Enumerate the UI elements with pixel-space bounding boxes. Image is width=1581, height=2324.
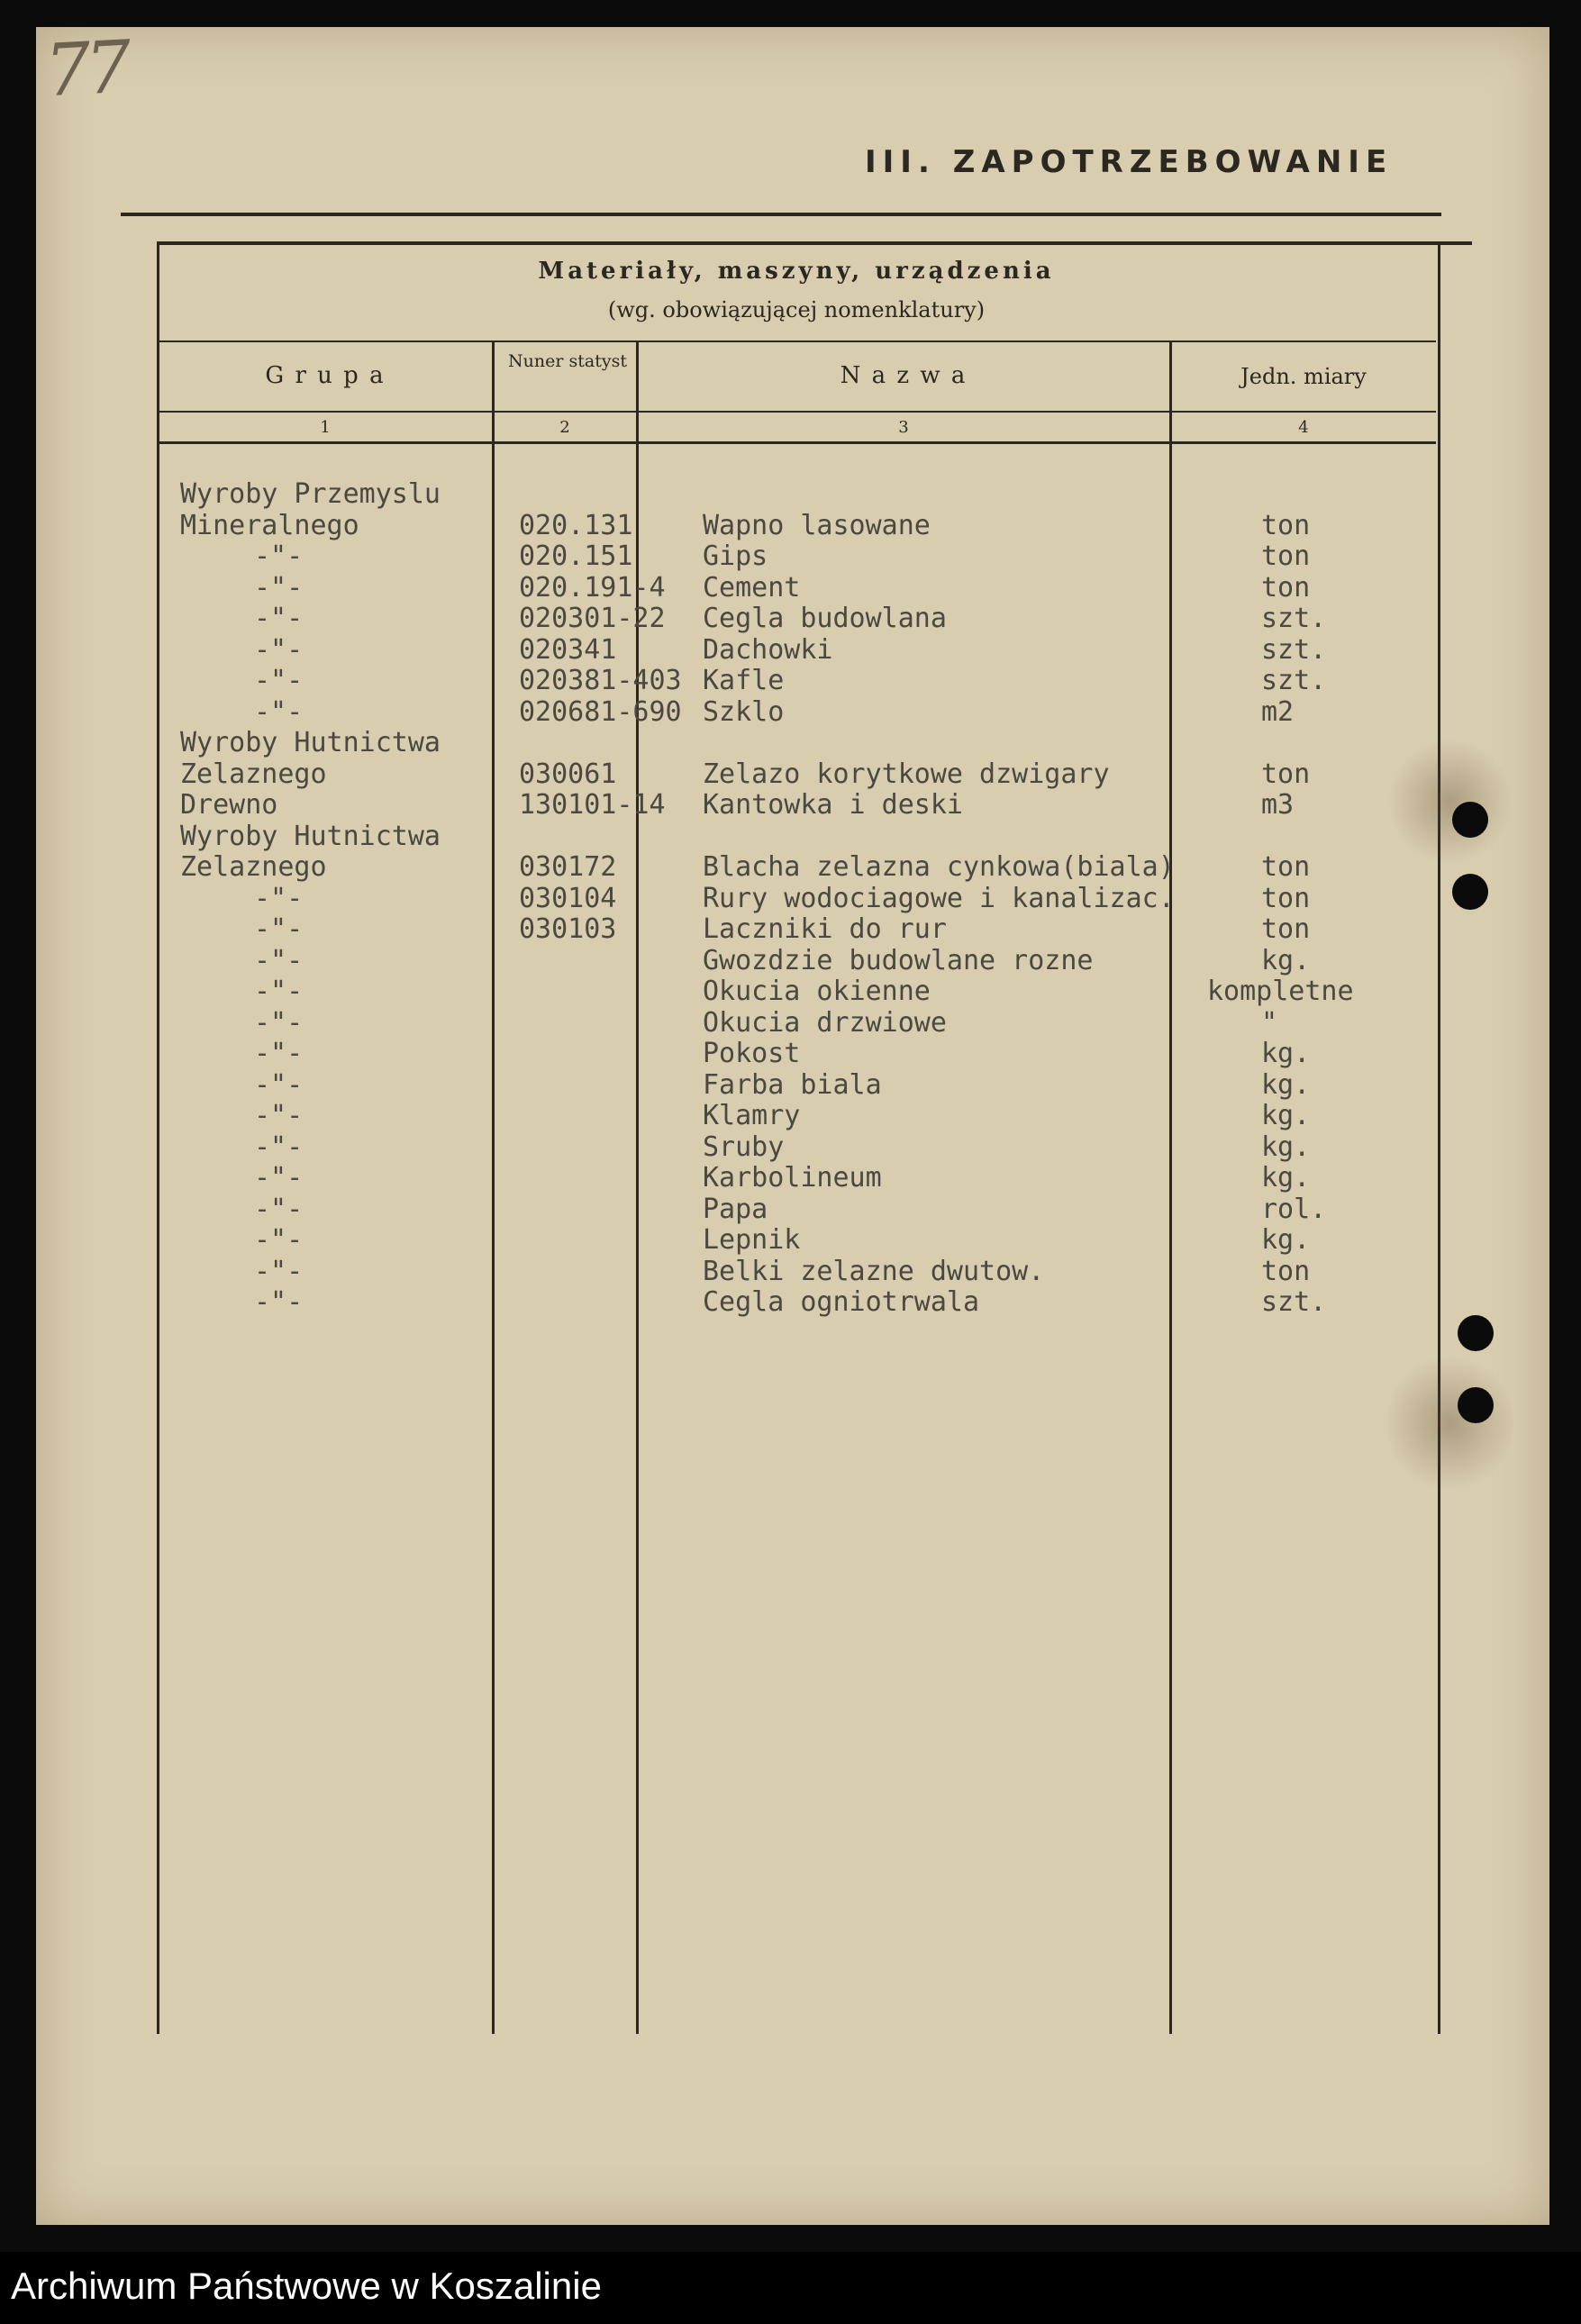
cell-nazwa: Gwozdzie budowlane rozne: [703, 944, 1094, 976]
cell-jm: kg.: [1261, 944, 1311, 976]
colhead-divider: [157, 411, 1436, 413]
cell-grupa: -"-: [254, 913, 304, 945]
cell-jm: rol.: [1261, 1193, 1327, 1225]
colhead-jm: Jedn. miary: [1240, 364, 1367, 389]
cell-grupa: -"-: [254, 665, 304, 696]
cell-grupa: Zelaznego: [180, 851, 327, 883]
cell-numer: 030103: [519, 913, 617, 945]
stain: [1387, 1351, 1513, 1495]
cell-nazwa: Cement: [703, 571, 801, 604]
cell-nazwa: Gips: [703, 540, 768, 572]
cell-numer: 020301-22: [519, 603, 666, 634]
cell-jm: szt.: [1261, 603, 1327, 634]
cell-jm: kg.: [1261, 1130, 1311, 1163]
cell-grupa: -"-: [254, 1255, 304, 1287]
cell-nazwa: Zelazo korytkowe dzwigary: [703, 758, 1110, 790]
archive-footer: [0, 2252, 1581, 2324]
cell-grupa: -"-: [254, 1130, 304, 1163]
cell-nazwa: Rury wodociagowe i kanalizac.: [703, 882, 1175, 914]
cell-grupa: -"-: [254, 1286, 304, 1318]
archive-name: Archiwum Państwowe w Koszalinie: [11, 2265, 602, 2307]
cell-nazwa: Cegla budowlana: [703, 603, 947, 634]
cell-nazwa: Okucia drzwiowe: [703, 1006, 947, 1039]
cell-grupa: -"-: [254, 1100, 304, 1131]
cell-jm: kg.: [1261, 1100, 1311, 1131]
cell-jm: ton: [1261, 758, 1311, 790]
section-title: III. ZAPOTRZEBOWANIE: [865, 144, 1394, 180]
cell-grupa: -"-: [254, 1038, 304, 1069]
table-top-border: [157, 241, 1472, 245]
folio-number: 77: [42, 24, 129, 113]
cell-nazwa: Belki zelazne dwutow.: [703, 1255, 1045, 1287]
cell-jm: kg.: [1261, 1162, 1311, 1194]
cell-nazwa: Okucia okienne: [703, 976, 931, 1007]
cell-numer: 020.191-4: [519, 571, 666, 604]
column-divider-1: [492, 340, 495, 2034]
header-divider: [157, 340, 1436, 342]
cell-jm: ton: [1261, 540, 1311, 572]
cell-grupa: -"-: [254, 603, 304, 634]
cell-grupa: -"-: [254, 571, 304, 604]
cell-jm: kg.: [1261, 1068, 1311, 1101]
cell-jm: szt.: [1261, 665, 1327, 696]
cell-grupa: -"-: [254, 976, 304, 1007]
cell-grupa: -"-: [254, 1224, 304, 1256]
cell-jm: kg.: [1261, 1038, 1311, 1069]
cell-grupa: Wyroby Hutnictwa: [180, 727, 441, 758]
punch-hole: [1458, 1315, 1494, 1351]
cell-nazwa: Kantowka i deski: [703, 789, 963, 821]
cell-jm: szt.: [1261, 633, 1327, 666]
punch-hole: [1452, 874, 1488, 910]
cell-nazwa: Wapno lasowane: [703, 509, 931, 541]
cell-grupa: -"-: [254, 1006, 304, 1039]
cell-nazwa: Papa: [703, 1193, 768, 1225]
cell-nazwa: Lepnik: [703, 1224, 801, 1256]
table-title: Materiały, maszyny, urządzenia: [538, 258, 1055, 285]
cell-grupa: -"-: [254, 1162, 304, 1194]
colhead-numer: Nuner statyst: [508, 351, 627, 371]
cell-nazwa: Farba biala: [703, 1068, 882, 1101]
cell-nazwa: Kafle: [703, 665, 785, 696]
colnum-4: 4: [1298, 418, 1309, 437]
cell-jm: ton: [1261, 913, 1311, 945]
cell-nazwa: Karbolineum: [703, 1162, 882, 1194]
cell-jm: ton: [1261, 851, 1311, 883]
cell-nazwa: Klamry: [703, 1100, 801, 1131]
cell-numer: 020.131: [519, 509, 633, 541]
cell-numer: 130101-14: [519, 789, 666, 821]
cell-nazwa: Sruby: [703, 1130, 785, 1163]
cell-grupa: -"-: [254, 1193, 304, 1225]
colnum-2: 2: [559, 418, 570, 437]
cell-grupa: Wyroby Hutnictwa: [180, 820, 441, 852]
cell-nazwa: Blacha zelazna cynkowa(biala): [703, 851, 1175, 883]
cell-grupa: -"-: [254, 1068, 304, 1101]
cell-jm: m2: [1261, 695, 1295, 728]
cell-numer: 030104: [519, 882, 617, 914]
cell-nazwa: Laczniki do rur: [703, 913, 947, 945]
cell-jm: ": [1261, 1006, 1278, 1039]
cell-numer: 020.151: [519, 540, 633, 572]
column-divider-3: [1169, 340, 1172, 2034]
cell-grupa: Drewno: [180, 789, 278, 821]
cell-numer: 020681-690: [519, 695, 682, 728]
cell-numer: 030061: [519, 758, 617, 790]
colhead-grupa: G r u p a: [265, 362, 386, 389]
cell-jm: ton: [1261, 509, 1311, 541]
punch-hole: [1452, 802, 1488, 838]
cell-jm: ton: [1261, 882, 1311, 914]
cell-nazwa: Pokost: [703, 1038, 801, 1069]
table-subtitle: (wg. obowiązującej nomenklatury): [607, 297, 986, 322]
cell-grupa: Mineralnego: [180, 509, 359, 541]
cell-jm: kompletne: [1207, 976, 1354, 1007]
colnum-3: 3: [898, 418, 909, 437]
table-right-border: [1438, 241, 1440, 2034]
cell-numer: 020341: [519, 633, 617, 666]
cell-grupa: -"-: [254, 882, 304, 914]
table-left-border: [157, 241, 159, 2034]
colhead-nazwa: N a z w a: [840, 362, 968, 389]
cell-jm: szt.: [1261, 1286, 1327, 1318]
table-top-rule: [121, 213, 1441, 216]
stain: [1387, 739, 1513, 865]
cell-jm: kg.: [1261, 1224, 1311, 1256]
cell-grupa: Wyroby Przemyslu: [180, 478, 441, 510]
colnum-1: 1: [320, 418, 331, 437]
cell-grupa: Zelaznego: [180, 758, 327, 790]
cell-jm: ton: [1261, 571, 1311, 604]
cell-grupa: -"-: [254, 944, 304, 976]
cell-grupa: -"-: [254, 633, 304, 666]
cell-grupa: -"-: [254, 540, 304, 572]
cell-jm: ton: [1261, 1255, 1311, 1287]
cell-numer: 020381-403: [519, 665, 682, 696]
punch-hole: [1458, 1387, 1494, 1423]
cell-numer: 030172: [519, 851, 617, 883]
cell-nazwa: Szklo: [703, 695, 785, 728]
cell-jm: m3: [1261, 789, 1295, 821]
cell-nazwa: Dachowki: [703, 633, 833, 666]
colnum-divider: [157, 441, 1436, 444]
cell-nazwa: Cegla ogniotrwala: [703, 1286, 980, 1318]
cell-grupa: -"-: [254, 695, 304, 728]
